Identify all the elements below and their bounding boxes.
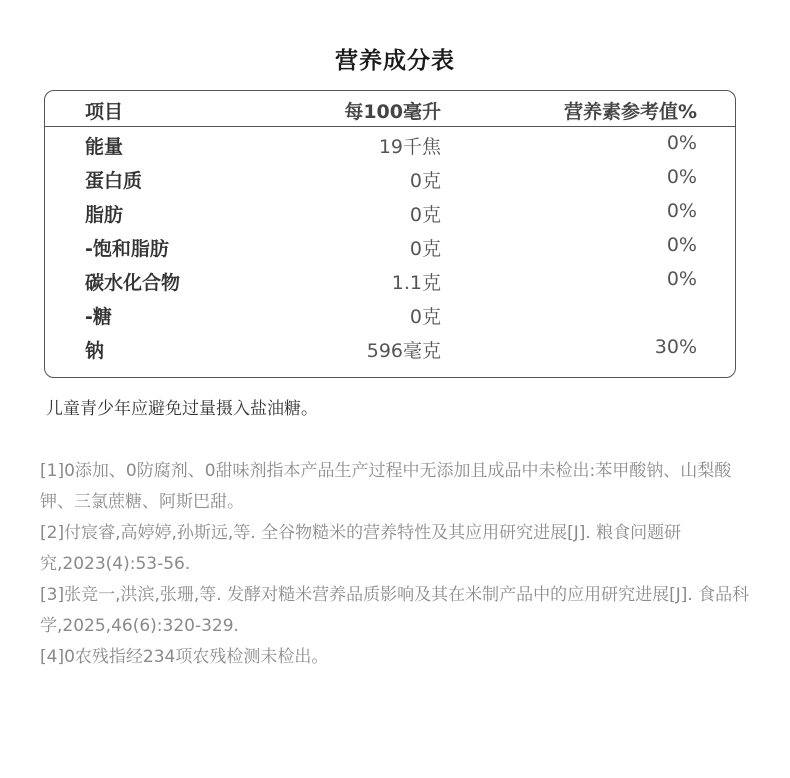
row-nrv: 0%: [666, 200, 697, 222]
row-amount: 0克: [409, 170, 441, 192]
nutrition-table: [44, 90, 736, 378]
health-warning: 儿童青少年应避免过量摄入盐油糖。: [46, 399, 318, 419]
row-nrv: 0%: [666, 268, 697, 290]
row-name: -糖: [85, 306, 112, 328]
row-name: -饱和脂肪: [85, 238, 169, 260]
table-row: [45, 331, 735, 365]
row-nrv: 0%: [666, 234, 697, 256]
footnote-1: [1]0添加、0防腐剂、0甜味剂指本产品生产过程中无添加且成品中未检出:苯甲酸钠、山梨酸钾、三氯蔗糖、阿斯巴甜。: [40, 461, 732, 512]
header-per-100ml: 每100毫升: [344, 101, 441, 123]
row-amount: 596毫克: [366, 340, 441, 362]
table-row: [45, 161, 735, 195]
table-row: [45, 127, 735, 161]
row-nrv: 0%: [666, 166, 697, 188]
row-amount: 1.1克: [391, 272, 441, 294]
row-name: 能量: [85, 136, 124, 158]
footnote-4: [4]0农残指经234项农残检测未检出。: [40, 647, 329, 667]
table-row: [45, 297, 735, 331]
row-name: 钠: [85, 340, 105, 362]
header-item: 项目: [85, 101, 124, 123]
row-amount: 19千焦: [378, 136, 441, 158]
footnote-2: [2]付宸睿,高婷婷,孙斯远,等. 全谷物糙米的营养特性及其应用研究进展[J]. 粮食问题研究,2023(4):53-56.: [40, 523, 682, 574]
row-amount: 0克: [409, 238, 441, 260]
table-row: [45, 263, 735, 297]
row-amount: 0克: [409, 306, 441, 328]
table-row: [45, 195, 735, 229]
row-name: 蛋白质: [85, 170, 143, 192]
row-nrv: 30%: [654, 336, 697, 358]
table-row: [45, 229, 735, 263]
page-title: 营养成分表: [335, 48, 455, 74]
row-nrv: 0%: [666, 132, 697, 154]
row-name: 脂肪: [85, 204, 124, 226]
row-name: 碳水化合物: [85, 272, 181, 294]
footnote-3: [3]张竞一,洪滨,张珊,等. 发酵对糙米营养品质影响及其在米制产品中的应用研究进展[J]. 食品科学,2025,46(6):320-329.: [40, 585, 750, 636]
footnotes: [40, 456, 752, 673]
table-header: [45, 91, 735, 127]
header-nrv: 营养素参考值%: [563, 101, 697, 123]
row-amount: 0克: [409, 204, 441, 226]
